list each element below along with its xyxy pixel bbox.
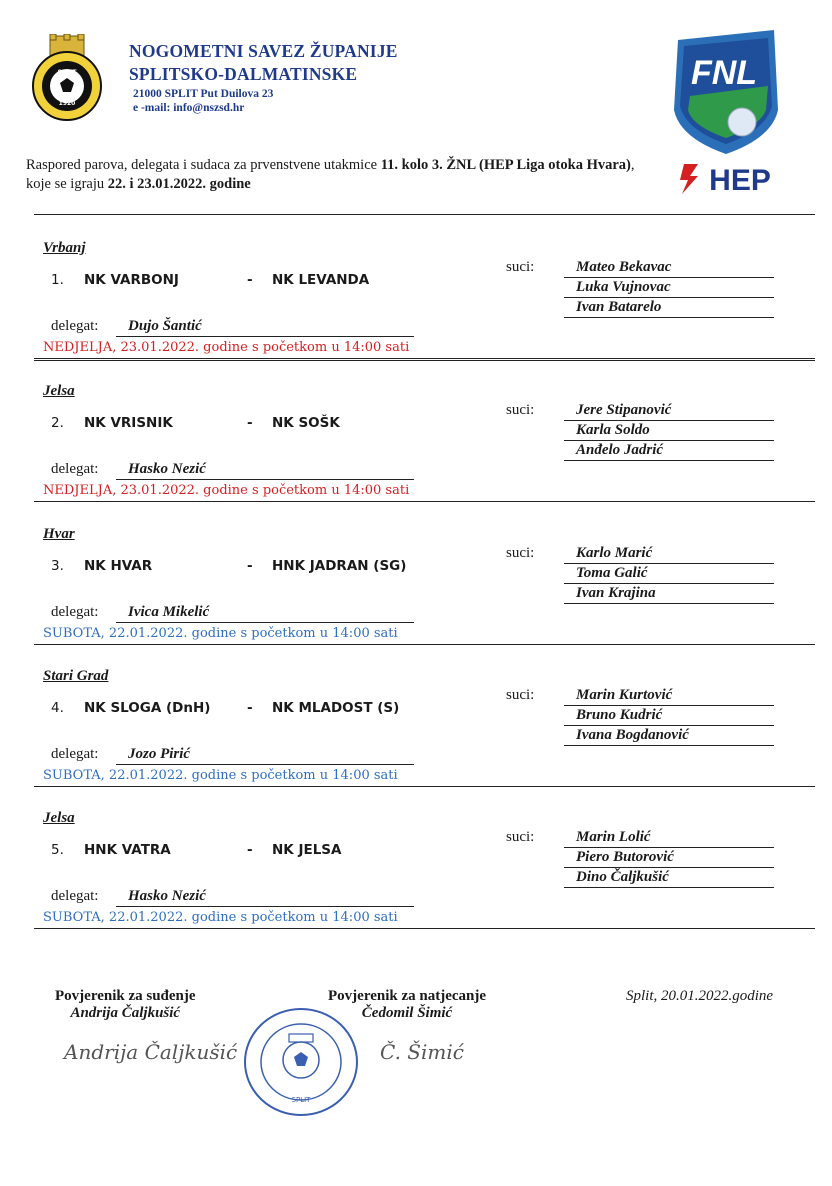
home-team: NK HVAR xyxy=(84,558,153,574)
away-team: NK SOŠK xyxy=(272,415,340,431)
match-number: 5. xyxy=(51,842,64,858)
match-block xyxy=(34,644,815,787)
hep-logo-text: HEP xyxy=(709,164,771,196)
org-name-line2: SPLITSKO-DALMATINSKE xyxy=(129,64,358,84)
delegate-name: Hasko Nezić xyxy=(116,887,414,907)
referee-assistant-1: Karla Soldo xyxy=(564,421,774,441)
logo-split-text: SPLIT xyxy=(57,69,77,76)
referee-assistant-1: Piero Butorović xyxy=(564,848,774,868)
delegate-label: delegat: xyxy=(51,318,99,334)
home-team: NK VRISNIK xyxy=(84,415,173,431)
nszsd-logo xyxy=(32,34,102,122)
delegate-label: delegat: xyxy=(51,461,99,477)
match-dash: - xyxy=(247,415,253,431)
match-block xyxy=(34,502,815,645)
match-venue: Vrbanj xyxy=(43,240,86,256)
referees-label: suci: xyxy=(506,687,535,703)
referees-label: suci: xyxy=(506,545,535,561)
delegate-name: Jozo Pirić xyxy=(116,745,414,765)
delegate-label: delegat: xyxy=(51,888,99,904)
referees-label: suci: xyxy=(506,259,535,275)
intro-part2: , koje se igraju xyxy=(26,157,635,192)
away-team: NK MLADOST (S) xyxy=(272,700,400,716)
delegate-name: Ivica Mikelić xyxy=(116,603,414,623)
referee-commissioner-title: Povjerenik za suđenje xyxy=(55,988,196,1004)
match-venue: Jelsa xyxy=(43,810,75,826)
org-address: 21000 SPLIT Put Duilova 23 xyxy=(133,88,274,100)
referee-assistant-1: Toma Galić xyxy=(564,564,774,584)
delegate-label: delegat: xyxy=(51,746,99,762)
referee-commissioner-name: Andrija Čaljkušić xyxy=(70,1005,181,1021)
place-and-date: Split, 20.01.2022.godine xyxy=(626,988,774,1004)
match-dash: - xyxy=(247,700,253,716)
header-divider xyxy=(34,214,815,215)
referee-main: Marin Lolić xyxy=(564,828,774,848)
match-venue: Stari Grad xyxy=(43,668,109,684)
fnl-logo-text: FNL xyxy=(690,54,758,92)
referee-main: Jere Stipanović xyxy=(564,401,774,421)
logo-year-text: 1920 xyxy=(58,100,76,107)
fnl-hep-logo xyxy=(668,26,784,196)
match-number: 1. xyxy=(51,272,64,288)
match-block xyxy=(34,786,815,929)
delegate-name: Dujo Šantić xyxy=(116,317,414,337)
referee-commissioner xyxy=(55,988,196,1022)
referee-assistant-2: Anđelo Jadrić xyxy=(564,441,774,461)
referees-label: suci: xyxy=(506,402,535,418)
referee-assistant-1: Bruno Kudrić xyxy=(564,706,774,726)
match-block xyxy=(34,216,815,359)
delegate-label: delegat: xyxy=(51,604,99,620)
referee-main: Karlo Marić xyxy=(564,544,774,564)
home-team: NK VARBONJ xyxy=(84,272,179,288)
match-divider xyxy=(34,928,815,929)
referee-assistant-2: Dino Čaljkušić xyxy=(564,868,774,888)
delegate-name: Hasko Nezić xyxy=(116,460,414,480)
referee-main: Marin Kurtović xyxy=(564,686,774,706)
referee-assistant-2: Ivan Batarelo xyxy=(564,298,774,318)
home-team: NK SLOGA (DnH) xyxy=(84,700,211,716)
official-stamp xyxy=(242,1006,360,1118)
org-name-line1: NOGOMETNI SAVEZ ŽUPANIJE xyxy=(129,41,398,61)
referee-assistant-1: Luka Vujnovac xyxy=(564,278,774,298)
intro-part1: Raspored parova, delegata i sudaca za prvenstvene utakmice xyxy=(26,157,381,173)
referee-commissioner-signature: Andrija Čaljkušić xyxy=(64,1040,238,1064)
away-team: NK LEVANDA xyxy=(272,272,370,288)
referee-assistant-2: Ivan Krajina xyxy=(564,584,774,604)
match-dash: - xyxy=(247,842,253,858)
referees-label: suci: xyxy=(506,829,535,845)
match-datetime: SUBOTA, 22.01.2022. godine s početkom u 14:00 sati xyxy=(43,626,398,641)
match-venue: Jelsa xyxy=(43,383,75,399)
stamp-center-text: SPLIT xyxy=(291,1096,311,1104)
competition-commissioner-signature: Č. Šimić xyxy=(380,1040,464,1064)
competition-commissioner-title: Povjerenik za natjecanje xyxy=(328,988,487,1004)
match-dash: - xyxy=(247,558,253,574)
match-number: 4. xyxy=(51,700,64,716)
competition-commissioner-name: Čedomil Šimić xyxy=(361,1005,453,1021)
intro-text xyxy=(26,156,646,194)
match-block xyxy=(34,359,815,502)
referee-assistant-2: Ivana Bogdanović xyxy=(564,726,774,746)
away-team: HNK JADRAN (SG) xyxy=(272,558,407,574)
match-number: 2. xyxy=(51,415,64,431)
home-team: HNK VATRA xyxy=(84,842,171,858)
intro-round: 11. kolo 3. ŽNL (HEP Liga otoka Hvara) xyxy=(380,157,631,173)
match-datetime: SUBOTA, 22.01.2022. godine s početkom u 14:00 sati xyxy=(43,910,398,925)
match-number: 3. xyxy=(51,558,64,574)
match-datetime: NEDJELJA, 23.01.2022. godine s početkom u 14:00 sati xyxy=(43,483,410,498)
match-datetime: NEDJELJA, 23.01.2022. godine s početkom u 14:00 sati xyxy=(43,340,410,355)
away-team: NK JELSA xyxy=(272,842,342,858)
org-email: e -mail: info@nszsd.hr xyxy=(133,102,245,114)
match-datetime: SUBOTA, 22.01.2022. godine s početkom u 14:00 sati xyxy=(43,768,398,783)
intro-dates: 22. i 23.01.2022. godine xyxy=(107,176,251,192)
org-contact xyxy=(133,87,273,115)
competition-commissioner xyxy=(328,988,486,1022)
match-dash: - xyxy=(247,272,253,288)
match-venue: Hvar xyxy=(43,526,75,542)
org-name xyxy=(129,40,398,86)
referee-main: Mateo Bekavac xyxy=(564,258,774,278)
